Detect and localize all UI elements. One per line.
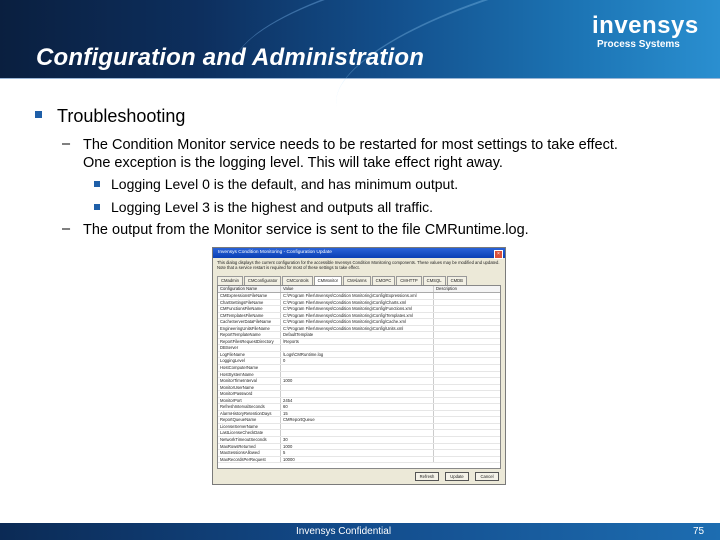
table-cell[interactable]: 5 <box>281 450 434 456</box>
table-cell[interactable] <box>434 372 500 378</box>
table-cell[interactable] <box>434 450 500 456</box>
table-cell[interactable]: LastLicenseCheckDate <box>218 430 281 436</box>
table-cell[interactable]: 30 <box>281 437 434 443</box>
header-divider <box>0 78 720 79</box>
refresh-button[interactable]: Refresh <box>415 472 439 481</box>
table-cell[interactable] <box>434 313 500 319</box>
table-cell[interactable]: LicenseServerName <box>218 424 281 430</box>
table-cell[interactable]: NetworkTimeoutSeconds <box>218 437 281 443</box>
table-cell[interactable]: MonitorPassword <box>218 391 281 397</box>
table-cell[interactable] <box>434 385 500 391</box>
table-cell[interactable] <box>434 326 500 332</box>
table-cell[interactable]: \Reports <box>281 339 434 345</box>
table-cell[interactable]: MonitorTimeInterval <box>218 378 281 384</box>
table-cell[interactable] <box>434 293 500 299</box>
table-cell[interactable]: C:\Program Files\Invensys\Condition Monitoring\Config\Cache.xml <box>281 319 434 325</box>
column-header[interactable]: Value <box>281 286 434 292</box>
table-cell[interactable]: DefaultTemplate <box>281 332 434 338</box>
table-cell[interactable]: 10000 <box>281 457 434 463</box>
logo-name: invensys <box>592 12 699 39</box>
title-banner <box>0 0 720 78</box>
bullet-text: Logging Level 3 is the highest and outputs all traffic. <box>111 199 433 215</box>
table-cell[interactable]: 0 <box>281 358 434 364</box>
table-cell[interactable]: C:\Program Files\Invensys\Condition Monitoring\Config\Charts.xml <box>281 300 434 306</box>
tab-cmsql[interactable]: CMSQL <box>423 276 446 285</box>
logo-subtitle: Process Systems <box>597 39 680 50</box>
bullet-text: The Condition Monitor service needs to be restarted for most settings to take effect. <box>83 137 618 153</box>
table-cell[interactable] <box>434 319 500 325</box>
table-cell[interactable] <box>434 358 500 364</box>
table-cell[interactable] <box>434 300 500 306</box>
table-cell[interactable] <box>434 391 500 397</box>
table-cell[interactable] <box>434 345 500 351</box>
table-cell[interactable]: 1000 <box>281 444 434 450</box>
bullet-text: One exception is the logging level. This will take effect right away. <box>83 155 503 171</box>
table-cell[interactable] <box>281 372 434 378</box>
footer-confidential: Invensys Confidential <box>296 526 392 537</box>
table-cell[interactable]: RefreshIntervalSeconds <box>218 404 281 410</box>
invensys-logo <box>592 12 699 50</box>
table-cell[interactable] <box>434 437 500 443</box>
table-cell[interactable]: 60 <box>281 404 434 410</box>
table-cell[interactable] <box>434 398 500 404</box>
table-cell[interactable]: ChartSettingsFileName <box>218 300 281 306</box>
table-cell[interactable]: ReportQueueName <box>218 417 281 423</box>
table-cell[interactable] <box>434 339 500 345</box>
table-cell[interactable] <box>281 385 434 391</box>
dialog-title: Invensys Condition Monitoring - Configuration Update <box>218 250 332 255</box>
dash-icon: – <box>62 221 71 237</box>
table-cell[interactable]: 15 <box>281 411 434 417</box>
table-cell[interactable] <box>281 424 434 430</box>
tab-cmmonitor[interactable]: CMMonitor <box>314 276 342 285</box>
table-cell[interactable]: CacheServerDataFileName <box>218 319 281 325</box>
table-cell[interactable]: 1000 <box>281 378 434 384</box>
dialog-buttons <box>409 472 499 481</box>
table-cell[interactable] <box>281 430 434 436</box>
table-cell[interactable]: MaxRowsReturned <box>218 444 281 450</box>
table-cell[interactable]: ReportFilesRequestDirectory <box>218 339 281 345</box>
table-cell[interactable] <box>434 424 500 430</box>
slide-title: Configuration and Administration <box>36 44 425 71</box>
table-cell[interactable]: LoggingLevel <box>218 358 281 364</box>
table-cell[interactable] <box>434 411 500 417</box>
table-cell[interactable]: LogFileName <box>218 352 281 358</box>
tab-cmadmin[interactable]: CMadmin <box>217 276 243 285</box>
table-cell[interactable]: \Logs\CMRuntime.log <box>281 352 434 358</box>
table-cell[interactable]: ReportTemplateName <box>218 332 281 338</box>
table-cell[interactable] <box>434 306 500 312</box>
table-cell[interactable] <box>434 378 500 384</box>
table-cell[interactable] <box>434 457 500 463</box>
bullet-text: Troubleshooting <box>57 106 186 126</box>
column-header[interactable]: Description <box>436 286 457 291</box>
tab-cmalarms[interactable]: CMAlarms <box>343 276 371 285</box>
tab-cmdb[interactable]: CMDB <box>447 276 467 285</box>
table-cell[interactable]: MaxRecordsPerRequest <box>218 457 281 463</box>
config-update-dialog <box>212 247 506 485</box>
dialog-tabs <box>217 276 468 285</box>
table-cell[interactable]: C:\Program Files\Invensys\Condition Monitoring\Config\Functions.xml <box>281 306 434 312</box>
column-header[interactable]: Configuration Name <box>218 286 281 292</box>
table-cell[interactable] <box>281 345 434 351</box>
tab-cmhttp[interactable]: CMHTTP <box>396 276 421 285</box>
table-cell[interactable]: C:\Program Files\Invensys\Condition Monitoring\Config\Units.xml <box>281 326 434 332</box>
table-cell[interactable]: MonitorUserName <box>218 385 281 391</box>
table-cell[interactable]: C:\Program Files\Invensys\Condition Monitoring\Config\Expressions.xml <box>281 293 434 299</box>
grid-header <box>218 286 500 293</box>
bullet-square-icon <box>35 111 42 118</box>
table-cell[interactable] <box>434 444 500 450</box>
table-cell[interactable] <box>434 365 500 371</box>
page-number: 75 <box>693 526 705 537</box>
config-grid <box>217 285 501 469</box>
bullet-square-icon <box>94 181 100 187</box>
footer-bar <box>0 523 720 540</box>
update-button[interactable]: Update <box>445 472 469 481</box>
table-cell[interactable]: C:\Program Files\Invensys\Condition Monitoring\Config\Templates.xml <box>281 313 434 319</box>
table-cell[interactable]: AlarmHistoryRetentionDays <box>218 411 281 417</box>
table-cell[interactable] <box>434 352 500 358</box>
table-cell[interactable]: DBServer <box>218 345 281 351</box>
table-cell[interactable]: CMReportQueue <box>281 417 434 423</box>
dialog-titlebar <box>213 248 505 258</box>
close-icon[interactable]: × <box>494 250 503 259</box>
table-cell[interactable] <box>434 417 500 423</box>
table-cell[interactable]: EngineeringUnitsFileName <box>218 326 281 332</box>
dialog-description: This dialog displays the current configuration for the accessible Invensys Condition Monitoring components. These values may be modified and updated. Note that a service restart is required for most of these settings to take effect. <box>217 260 500 270</box>
table-cell[interactable]: MonitorPort <box>218 398 281 404</box>
table-cell[interactable] <box>434 430 500 436</box>
bullet-text: Logging Level 0 is the default, and has minimum output. <box>111 176 459 192</box>
table-cell[interactable]: 2454 <box>281 398 434 404</box>
bullet-text: The output from the Monitor service is sent to the file CMRuntime.log. <box>83 222 529 238</box>
table-cell[interactable]: HostComputerName <box>218 365 281 371</box>
table-row[interactable] <box>218 457 500 464</box>
cancel-button[interactable]: Cancel <box>475 472 499 481</box>
dash-icon: – <box>62 136 71 152</box>
tab-cmcontrols[interactable]: CMControls <box>282 276 312 285</box>
tab-cmopc[interactable]: CMOPC <box>372 276 396 285</box>
table-cell[interactable] <box>281 365 434 371</box>
table-cell[interactable] <box>281 391 434 397</box>
table-cell[interactable]: CMTemplatesFileName <box>218 313 281 319</box>
table-cell[interactable] <box>434 332 500 338</box>
bullet-square-icon <box>94 204 100 210</box>
table-cell[interactable]: MaxSessionsAllowed <box>218 450 281 456</box>
table-cell[interactable]: CMFunctionsFileName <box>218 306 281 312</box>
tab-cmconfigurator[interactable]: CMConfigurator <box>244 276 282 285</box>
table-cell[interactable] <box>434 404 500 410</box>
table-cell[interactable]: CMExpressionsFileName <box>218 293 281 299</box>
table-cell[interactable]: HostSystemName <box>218 372 281 378</box>
